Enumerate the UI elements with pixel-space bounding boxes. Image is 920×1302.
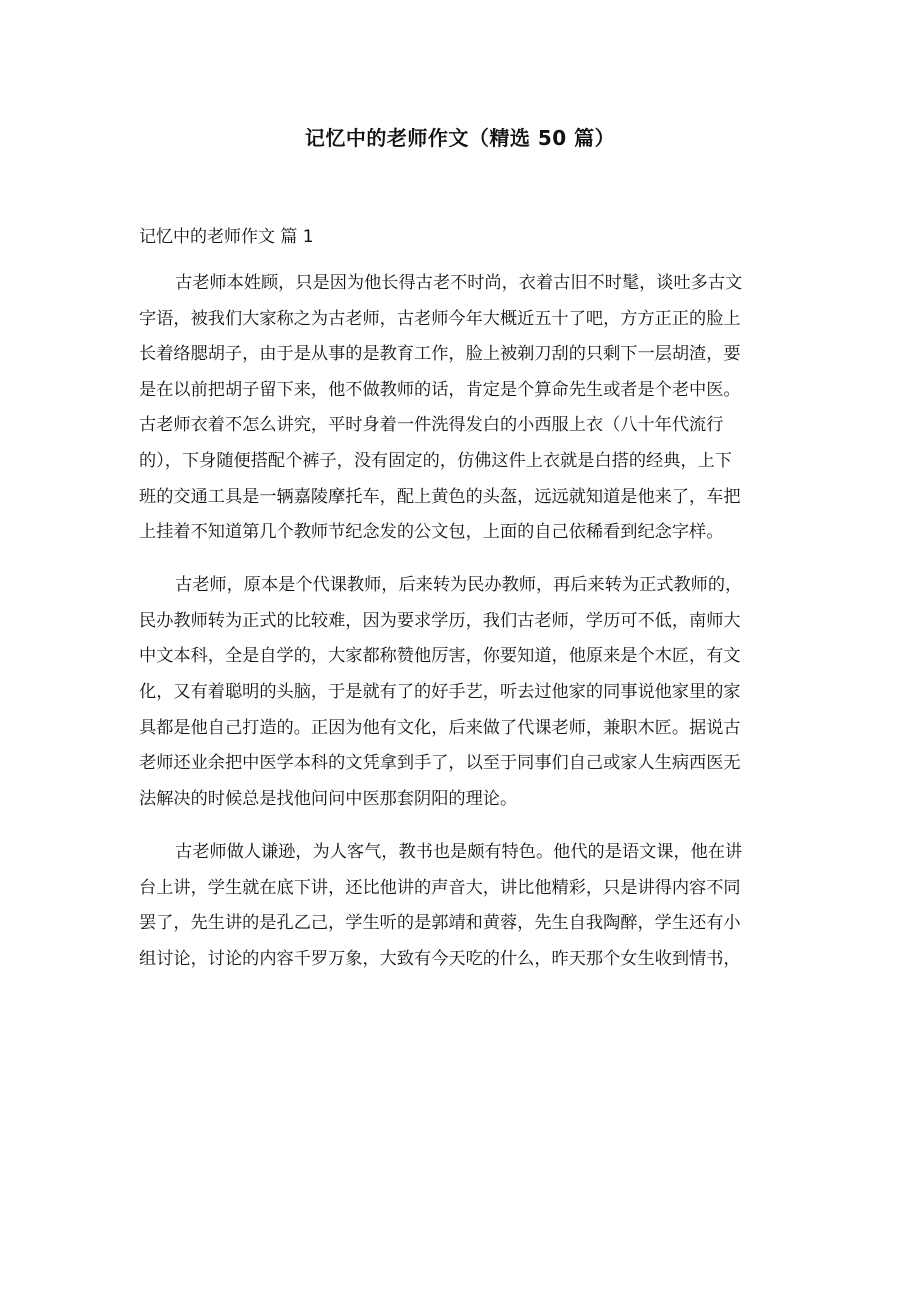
text-line: 中文本科，全是自学的，大家都称赞他厉害，你要知道，他原来是个木匠，有文 (139, 646, 741, 667)
text-line: 的），下身随便搭配个裤子，没有固定的，仿佛这件上衣就是白搭的经典，上下 (139, 450, 732, 471)
text-line: 化，又有着聪明的头脑，于是就有了的好手艺，听去过他家的同事说他家里的家 (139, 682, 741, 703)
text-line: 古老师，原本是个代课教师，后来转为民办教师，再后来转为正式教师的， (175, 575, 743, 596)
text-line: 长着络腮胡子，由于是从事的是教育工作，脸上被剃刀刮的只剩下一层胡渣，要 (139, 344, 741, 365)
paragraph-1 (139, 266, 799, 551)
article-body (139, 266, 799, 977)
paragraph-spacing (139, 817, 799, 835)
paragraph-3 (139, 835, 799, 977)
text-line: 罢了，先生讲的是孔乙己，学生听的是郭靖和黄蓉，先生自我陶醉，学生还有小 (139, 913, 741, 934)
text-line: 组讨论，讨论的内容千罗万象，大致有今天吃的什么，昨天那个女生收到情书， (139, 948, 741, 969)
text-line: 古老师衣着不怎么讲究，平时身着一件洗得发白的小西服上衣（八十年代流行 (139, 415, 724, 436)
text-line: 老师还业余把中医学本科的文凭拿到手了，以至于同事们自己或家人生病西医无 (139, 753, 741, 774)
text-line: 班的交通工具是一辆嘉陵摩托车，配上黄色的头盔，远远就知道是他来了，车把 (139, 486, 741, 507)
text-line: 台上讲，学生就在底下讲，还比他讲的声音大，讲比他精彩，只是讲得内容不同 (139, 877, 741, 898)
text-line: 法解决的时候总是找他问问中医那套阴阳的理论。 (139, 788, 518, 809)
text-line: 具都是他自己打造的。正因为他有文化，后来做了代课老师，兼职木匠。据说古 (139, 717, 741, 738)
text-line: 古老师本姓顾，只是因为他长得古老不时尚，衣着古旧不时髦，谈吐多古文 (175, 273, 743, 293)
text-line: 是在以前把胡子留下来，他不做教师的话，肯定是个算命先生或者是个老中医。 (139, 379, 741, 400)
section-heading: 记忆中的老师作文 篇 1 (139, 227, 314, 247)
document-title: 记忆中的老师作文（精选 50 篇） (304, 126, 616, 150)
text-line: 民办教师转为正式的比较难，因为要求学历，我们古老师，学历可不低，南师大 (139, 610, 741, 631)
paragraph-2 (139, 568, 799, 817)
paragraph-spacing (139, 551, 799, 569)
text-line: 上挂着不知道第几个教师节纪念发的公文包，上面的自己依稀看到纪念字样。 (139, 522, 724, 543)
text-line: 古老师做人谦逊，为人客气，教书也是颇有特色。他代的是语文课，他在讲 (175, 841, 743, 862)
text-line: 字语，被我们大家称之为古老师，古老师今年大概近五十了吧，方方正正的脸上 (139, 308, 741, 329)
